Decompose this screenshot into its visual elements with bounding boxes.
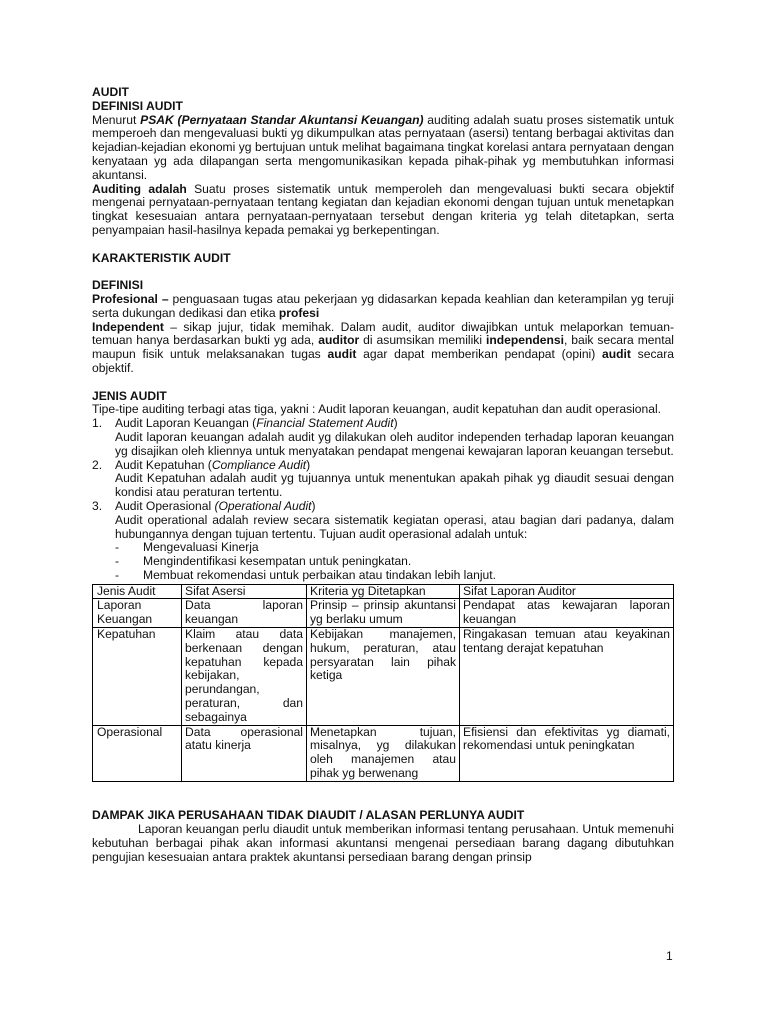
table-cell: Efisiensi dan efektivitas yg diamati, rekomendasi untuk peningkatan bbox=[463, 724, 670, 753]
table-row bbox=[93, 599, 674, 628]
bullet-item: - Mengevaluasi Kinerja bbox=[115, 540, 259, 555]
table-cell: Kebijakan manajemen, hukum, peraturan, atau persyaratan lain pihak ketiga bbox=[310, 627, 456, 683]
section-heading-dampak: DAMPAK JIKA PERUSAHAAN TIDAK DIAUDIT / ALASAN PERLUNYA AUDIT bbox=[92, 808, 525, 823]
section-heading-definisi-audit: DEFINISI AUDIT bbox=[92, 98, 183, 113]
section-heading-jenis-audit: JENIS AUDIT bbox=[92, 388, 167, 403]
list-item-description: Audit Kepatuhan adalah audit yg tujuannya untuk menentukan apakah pihak yg diaudit sesuai dengan kondisi atau peraturan tertentu. bbox=[115, 471, 674, 500]
table-cell: Data laporan keuangan bbox=[185, 598, 303, 627]
bullet-item: - Membuat rekomendasi untuk perbaikan atau tindakan lebih lanjut. bbox=[115, 567, 496, 582]
paragraph-independent: Independent – sikap jujur, tidak memihak. Dalam audit, auditor diwajibkan untuk melaporkan temuan-temuan hanya berdasarkan bukti yg ada, auditor di asumsikan memiliki independensi, baik secara mental maupun fisik untuk melaksanakan tugas audit agar dapat memberikan pendapat (opini) audit secara objektif. bbox=[92, 319, 674, 375]
table-header-cell: Sifat Laporan Auditor bbox=[460, 584, 674, 599]
subheading-definisi: DEFINISI bbox=[92, 278, 144, 293]
table-cell: Kepatuhan bbox=[93, 628, 182, 726]
table-cell: Laporan Keuangan bbox=[93, 599, 182, 628]
table-row bbox=[93, 725, 674, 781]
table-cell: Pendapat atas kewajaran laporan keuangan bbox=[463, 598, 670, 627]
table-header-cell: Kriteria yg Ditetapkan bbox=[307, 584, 460, 599]
table-cell: Prinsip – prinsip akuntansi yg berlaku umum bbox=[310, 598, 456, 627]
list-item: 2. Audit Kepatuhan (Compliance Audit) bbox=[92, 457, 311, 472]
table-cell: Data operasional atatu kinerja bbox=[185, 724, 303, 753]
table-header-row bbox=[93, 584, 674, 599]
auditing-adalah-term: Auditing adalah bbox=[92, 181, 187, 196]
list-item: 3. Audit Operasional (Operational Audit) bbox=[92, 498, 316, 513]
table-header-cell: Jenis Audit bbox=[93, 584, 182, 599]
table-cell: Menetapkan tujuan, misalnya, yg dilakukan oleh manajemen atau pihak yg berwenang bbox=[310, 724, 456, 781]
page-number: 1 bbox=[666, 949, 673, 963]
list-item-description: Audit operational adalah review secara sistematik kegiatan operasi, atau bagian dari padanya, dalam hubungannya dengan tujuan tertentu. Tujuan audit operasional adalah untuk: bbox=[115, 512, 674, 541]
table-cell: Klaim atau data berkenaan dengan kepatuhan kepada kebijakan, perundangan, peraturan, dan sebagainya bbox=[185, 627, 303, 724]
audit-types-table bbox=[92, 584, 674, 782]
bullet-item: - Mengindentifikasi kesempatan untuk peningkatan. bbox=[115, 554, 412, 569]
paragraph-psak: Menurut PSAK (Pernyataan Standar Akuntansi Keuangan) auditing adalah suatu proses sistematik untuk memperoeh dan mengevaluasi bukti yg dikumpulkan atas pernyataan (asersi) tentang berbagai aktivitas dan kejadian-kejadian ekonomi yg bertujuan untuk melihat bagaimana tingkat korelasi antara pernyataan dengan kenyataan yg ada dilapangan serta mengomunikasikan kepada pihak-pihak yg membutuhkan informasi akuntansi. bbox=[92, 112, 674, 182]
table-row bbox=[93, 628, 674, 726]
paragraph-auditing-adalah: Auditing adalah Suatu proses sistematik untuk memperoleh dan mengevaluasi bukti secara objektif mengenai pernyataan-pernyataan tentang kegiatan dan kejadian ekonomi dengan tujuan untuk menetapkan tingkat kesesuaian antara pernyataan-pernyataan tersebut dengan kriteria yg telah ditetapkan, serta penyampaian hasil-hasilnya kepada pemakai yg berkepentingan. bbox=[92, 181, 674, 237]
paragraph-profesional: Profesional – penguasaan tugas atau pekerjaan yg didasarkan kepada keahlian dan keterampilan yg teruji serta dukungan dedikasi dan etika profesi bbox=[92, 291, 674, 320]
doc-title: AUDIT bbox=[92, 85, 129, 99]
list-item: 1. Audit Laporan Keuangan (Financial Statement Audit) bbox=[92, 416, 398, 431]
paragraph-dampak: Laporan keuangan perlu diaudit untuk memberikan informasi tentang perusahaan. Untuk memenuhi kebutuhan berbagai pihak akan informasi akuntansi mengenai persediaan barang dagang dibutuhkan pengujian kesesuaian antara praktek akuntansi persediaan barang dengan prinsip bbox=[92, 822, 674, 864]
paragraph-jenis-intro: Tipe-tipe auditing terbagi atas tiga, yakni : Audit laporan keuangan, audit kepatuhan dan audit operasional. bbox=[92, 402, 662, 417]
section-heading-karakteristik: KARAKTERISTIK AUDIT bbox=[92, 250, 231, 265]
list-item-description: Audit laporan keuangan adalah audit yg dilakukan oleh auditor independen terhadap laporan keuangan yg disajikan oleh kliennya untuk menyatakan pendapat mengenai kewajaran laporan keuangan tersebut. bbox=[115, 429, 674, 458]
document-page bbox=[92, 86, 674, 865]
table-cell: Ringakasan temuan atau keyakinan tentang derajat kepatuhan bbox=[463, 627, 670, 655]
psak-term: PSAK (Pernyataan Standar Akuntansi Keuangan) bbox=[140, 112, 424, 127]
table-header-cell: Sifat Asersi bbox=[182, 584, 307, 599]
table-cell: Operasional bbox=[93, 725, 182, 781]
